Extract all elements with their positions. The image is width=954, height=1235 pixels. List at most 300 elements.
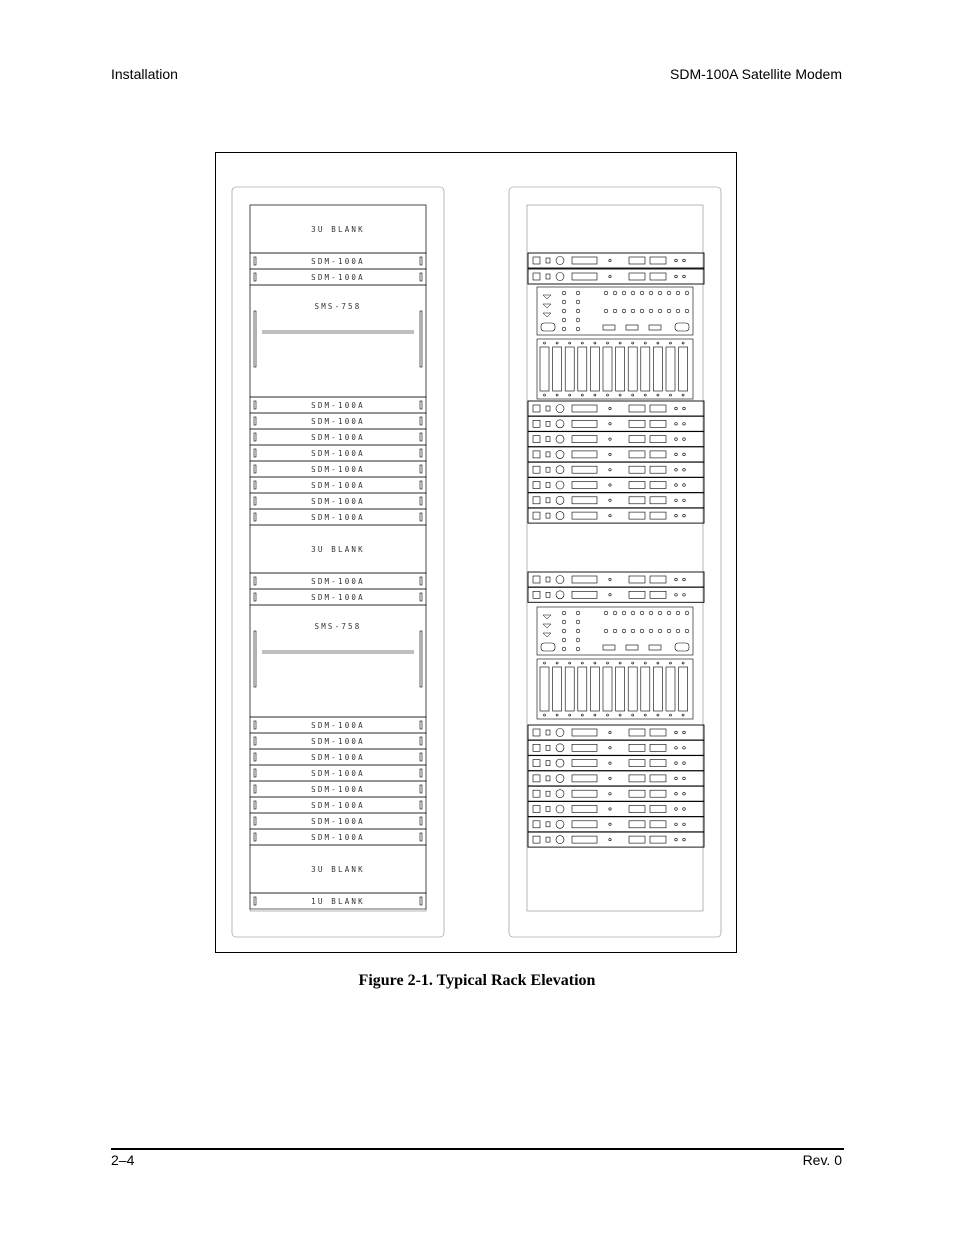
indicator-dot: [609, 484, 611, 486]
power-switch: [533, 512, 540, 519]
right-rack-cabinet: [509, 187, 721, 937]
panel-handle: [254, 449, 256, 457]
card-slot: [565, 667, 574, 711]
panel-handle: [420, 311, 422, 367]
jack: [640, 291, 644, 295]
jack: [649, 309, 653, 313]
jack: [658, 309, 662, 313]
jack: [667, 309, 671, 313]
unit-label: SDM-100A: [311, 737, 365, 746]
indicator-dot: [683, 731, 686, 734]
status-led: [546, 822, 550, 827]
indicator-dot: [675, 275, 678, 278]
arrow-indicator: [543, 633, 551, 637]
power-switch: [533, 760, 540, 767]
indicator-dot: [609, 469, 611, 471]
unit-label: SMS-758: [314, 622, 362, 631]
indicator-dot: [675, 838, 678, 841]
card-screw: [556, 714, 558, 716]
modem-front-panel: [528, 771, 704, 786]
card-slot: [616, 667, 625, 711]
left-rack-labeled: [232, 187, 444, 937]
indicator-dot: [675, 468, 678, 471]
keypad-block: [629, 729, 645, 736]
connector: [541, 643, 555, 651]
status-led: [546, 258, 550, 263]
knob: [556, 591, 564, 599]
modem-front-panel: [528, 817, 704, 832]
panel-handle: [254, 481, 256, 489]
power-switch: [533, 420, 540, 427]
card-screw: [581, 714, 583, 716]
jack: [576, 300, 580, 304]
modem-front-panel: [528, 253, 704, 268]
panel-handle: [254, 513, 256, 521]
modem-front-panel: [528, 756, 704, 771]
card-screw: [644, 714, 646, 716]
keypad-block: [629, 273, 645, 280]
dsub-connector: [649, 645, 661, 650]
card-screw: [657, 394, 659, 396]
card-screw: [581, 342, 583, 344]
jack: [640, 309, 644, 313]
indicator-dot: [609, 823, 611, 825]
status-led: [546, 730, 550, 735]
footer-rule: [111, 1148, 844, 1150]
jack: [613, 291, 617, 295]
panel-handle: [254, 817, 256, 825]
power-switch: [533, 576, 540, 583]
jack: [576, 309, 580, 313]
jack: [685, 611, 689, 615]
panel-handle: [420, 593, 422, 601]
jack: [604, 611, 608, 615]
card-screw: [594, 342, 596, 344]
indicator-dot: [683, 747, 686, 750]
display-window: [572, 775, 597, 782]
knob: [556, 805, 564, 813]
panel-handle: [254, 721, 256, 729]
indicator-dot: [609, 423, 611, 425]
jack: [649, 629, 653, 633]
card-slot: [628, 667, 637, 711]
modem-front-panel: [528, 416, 704, 431]
jack: [562, 300, 566, 304]
jack: [613, 611, 617, 615]
keypad-block: [629, 591, 645, 598]
panel-handle: [254, 897, 256, 905]
display-window: [572, 512, 597, 519]
indicator-dot: [609, 259, 611, 261]
jack: [576, 647, 580, 651]
jack: [613, 629, 617, 633]
knob: [556, 774, 564, 782]
indicator-dot: [675, 578, 678, 581]
keypad-block: [650, 744, 666, 751]
keypad-block: [629, 790, 645, 797]
card-screw: [682, 662, 684, 664]
jack: [658, 629, 662, 633]
indicator-dot: [609, 731, 611, 733]
jack: [685, 629, 689, 633]
indicator-dot: [609, 514, 611, 516]
indicator-dot: [675, 407, 678, 410]
card-slot: [553, 667, 562, 711]
keypad-block: [629, 775, 645, 782]
dsub-connector: [626, 325, 638, 330]
keypad-block: [629, 806, 645, 813]
indicator-dot: [675, 259, 678, 262]
switch-chassis: [537, 607, 693, 719]
display-window: [572, 273, 597, 280]
panel-handle: [420, 401, 422, 409]
unit-label: SDM-100A: [311, 465, 365, 474]
unit-label: SMS-758: [314, 302, 362, 311]
status-led: [546, 498, 550, 503]
jack: [562, 318, 566, 322]
status-led: [546, 807, 550, 812]
card-screw: [632, 662, 634, 664]
modem-front-panel: [528, 478, 704, 493]
panel-handle: [420, 769, 422, 777]
knob: [556, 450, 564, 458]
keypad-block: [650, 775, 666, 782]
card-screw: [556, 342, 558, 344]
dsub-connector: [649, 325, 661, 330]
keypad-block: [650, 405, 666, 412]
indicator-dot: [675, 747, 678, 750]
panel-handle: [254, 833, 256, 841]
knob: [556, 744, 564, 752]
jack: [649, 611, 653, 615]
unit-label: SDM-100A: [311, 833, 365, 842]
panel-handle: [254, 433, 256, 441]
modem-front-panel: [528, 832, 704, 847]
knob: [556, 420, 564, 428]
modem-front-panel: [528, 269, 704, 284]
jack: [604, 629, 608, 633]
panel-handle: [254, 497, 256, 505]
jack: [658, 611, 662, 615]
jack: [622, 291, 626, 295]
indicator-dot: [675, 499, 678, 502]
card-screw: [657, 662, 659, 664]
unit-label: SDM-100A: [311, 497, 365, 506]
figure-frame: [215, 152, 737, 953]
modem-front-panel: [528, 587, 704, 602]
right-rack-frame: [527, 205, 703, 911]
jack: [631, 291, 635, 295]
panel-handle: [420, 449, 422, 457]
indicator-dot: [609, 762, 611, 764]
jack: [622, 611, 626, 615]
indicator-dot: [609, 275, 611, 277]
keypad-block: [650, 790, 666, 797]
jack: [676, 629, 680, 633]
keypad-block: [650, 420, 666, 427]
card-screw: [632, 394, 634, 396]
panel-handle: [420, 433, 422, 441]
keypad-block: [629, 466, 645, 473]
card-slot: [628, 347, 637, 391]
indicator-dot: [675, 823, 678, 826]
jack: [576, 611, 580, 615]
jack: [685, 291, 689, 295]
panel-handle: [420, 737, 422, 745]
modem-front-panel: [528, 802, 704, 817]
card-slot: [540, 667, 549, 711]
modem-front-panel: [528, 462, 704, 477]
status-led: [546, 745, 550, 750]
status-led: [546, 452, 550, 457]
status-led: [546, 791, 550, 796]
status-led: [546, 776, 550, 781]
knob: [556, 836, 564, 844]
jack: [649, 291, 653, 295]
card-screw: [682, 714, 684, 716]
jack: [640, 611, 644, 615]
power-switch: [533, 836, 540, 843]
card-slot: [679, 667, 688, 711]
keypad-block: [650, 760, 666, 767]
card-slot: [540, 347, 549, 391]
knob: [556, 729, 564, 737]
knob: [556, 435, 564, 443]
display-window: [572, 497, 597, 504]
indicator-dot: [675, 484, 678, 487]
keypad-block: [629, 576, 645, 583]
knob: [556, 496, 564, 504]
keypad-block: [629, 760, 645, 767]
panel-handle: [254, 769, 256, 777]
jack: [631, 611, 635, 615]
jack: [622, 309, 626, 313]
card-slot: [653, 667, 662, 711]
power-switch: [533, 482, 540, 489]
jack: [631, 309, 635, 313]
unit-label: SDM-100A: [311, 417, 365, 426]
card-screw: [644, 342, 646, 344]
jack: [562, 638, 566, 642]
power-switch: [533, 405, 540, 412]
card-screw: [569, 662, 571, 664]
figure-caption-text: Figure 2-1. Typical Rack Elevation: [358, 972, 596, 989]
panel-handle: [420, 753, 422, 761]
unit-label: SDM-100A: [311, 577, 365, 586]
card-screw: [670, 394, 672, 396]
card-screw: [619, 342, 621, 344]
indicator-dot: [675, 423, 678, 426]
indicator-dot: [683, 484, 686, 487]
display-window: [572, 790, 597, 797]
panel-handle: [254, 257, 256, 265]
card-screw: [544, 342, 546, 344]
card-slot: [590, 667, 599, 711]
indicator-dot: [609, 747, 611, 749]
keypad-block: [629, 405, 645, 412]
power-switch: [533, 273, 540, 280]
unit-label: SDM-100A: [311, 721, 365, 730]
jack: [622, 629, 626, 633]
card-slot: [641, 667, 650, 711]
panel-handle: [254, 785, 256, 793]
jack: [685, 309, 689, 313]
panel-handle: [420, 577, 422, 585]
indicator-dot: [675, 731, 678, 734]
keypad-block: [650, 482, 666, 489]
card-screw: [556, 662, 558, 664]
jack: [613, 309, 617, 313]
keypad-block: [650, 729, 666, 736]
card-screw: [644, 662, 646, 664]
indicator-dot: [683, 808, 686, 811]
jack: [604, 309, 608, 313]
indicator-dot: [683, 499, 686, 502]
modem-front-panel: [528, 740, 704, 755]
power-switch: [533, 436, 540, 443]
card-screw: [581, 662, 583, 664]
panel-handle: [420, 785, 422, 793]
unit-label: SDM-100A: [311, 481, 365, 490]
page-number: 2–4: [111, 1152, 135, 1168]
panel-handle: [420, 721, 422, 729]
unit-label: SDM-100A: [311, 273, 365, 282]
card-screw: [632, 714, 634, 716]
dsub-connector: [603, 325, 615, 330]
indicator-dot: [683, 777, 686, 780]
running-header-left: Installation: [111, 66, 178, 82]
panel-handle: [420, 417, 422, 425]
status-led: [546, 467, 550, 472]
indicator-dot: [675, 438, 678, 441]
power-switch: [533, 744, 540, 751]
keypad-block: [629, 436, 645, 443]
indicator-dot: [683, 438, 686, 441]
keypad-block: [650, 512, 666, 519]
card-slot: [653, 347, 662, 391]
card-screw: [594, 714, 596, 716]
keypad-block: [629, 821, 645, 828]
status-led: [546, 837, 550, 842]
jack: [676, 309, 680, 313]
modem-front-panel: [528, 447, 704, 462]
knob: [556, 273, 564, 281]
indicator-dot: [609, 594, 611, 596]
jack: [576, 291, 580, 295]
status-led: [546, 761, 550, 766]
keypad-block: [629, 497, 645, 504]
unit-label: SDM-100A: [311, 401, 365, 410]
indicator-dot: [683, 259, 686, 262]
running-header-right: SDM-100A Satellite Modem: [670, 66, 842, 82]
card-screw: [569, 394, 571, 396]
power-switch: [533, 497, 540, 504]
panel-handle: [420, 833, 422, 841]
display-window: [572, 436, 597, 443]
keypad-block: [650, 466, 666, 473]
jack: [604, 291, 608, 295]
card-screw: [569, 714, 571, 716]
jack: [576, 638, 580, 642]
indicator-dot: [683, 407, 686, 410]
status-led: [546, 483, 550, 488]
card-cage: [537, 339, 693, 399]
display-window: [572, 405, 597, 412]
indicator-dot: [683, 514, 686, 517]
display-window: [572, 451, 597, 458]
panel-handle: [254, 737, 256, 745]
indicator-dot: [609, 793, 611, 795]
panel-handle: [254, 593, 256, 601]
display-window: [572, 806, 597, 813]
panel-handle: [254, 577, 256, 585]
jack: [576, 620, 580, 624]
arrow-indicator: [543, 615, 551, 619]
card-screw: [670, 342, 672, 344]
jack: [562, 611, 566, 615]
unit-label: SDM-100A: [311, 433, 365, 442]
switch-chassis: [537, 287, 693, 399]
indicator-dot: [609, 808, 611, 810]
card-screw: [607, 662, 609, 664]
panel-handle: [420, 631, 422, 687]
keypad-block: [650, 257, 666, 264]
status-led: [546, 577, 550, 582]
connector: [675, 323, 689, 331]
display-window: [572, 420, 597, 427]
indicator-dot: [683, 453, 686, 456]
modem-front-panel: [528, 493, 704, 508]
display-window: [572, 466, 597, 473]
revision-label: Rev. 0: [802, 1152, 842, 1168]
keypad-block: [629, 420, 645, 427]
panel-handle: [420, 513, 422, 521]
unit-label: SDM-100A: [311, 513, 365, 522]
display-window: [572, 729, 597, 736]
figure-caption: [0, 972, 954, 990]
status-led: [546, 513, 550, 518]
jack: [562, 647, 566, 651]
knob: [556, 481, 564, 489]
unit-label: 1U BLANK: [311, 897, 365, 906]
card-screw: [657, 342, 659, 344]
keypad-block: [629, 257, 645, 264]
keypad-block: [650, 451, 666, 458]
card-screw: [670, 714, 672, 716]
keypad-block: [650, 497, 666, 504]
power-switch: [533, 451, 540, 458]
status-led: [546, 274, 550, 279]
indicator-dot: [675, 777, 678, 780]
card-screw: [544, 714, 546, 716]
display-window: [572, 744, 597, 751]
panel-handle: [420, 801, 422, 809]
panel-handle: [420, 897, 422, 905]
unit-label: SDM-100A: [311, 257, 365, 266]
panel-handle: [420, 273, 422, 281]
jack: [631, 629, 635, 633]
power-switch: [533, 257, 540, 264]
unit-label: 3U BLANK: [311, 865, 365, 874]
jack: [667, 611, 671, 615]
knob: [556, 759, 564, 767]
knob: [556, 820, 564, 828]
unit-label: SDM-100A: [311, 449, 365, 458]
card-slot: [666, 347, 675, 391]
card-screw: [670, 662, 672, 664]
knob: [556, 466, 564, 474]
jack: [667, 629, 671, 633]
